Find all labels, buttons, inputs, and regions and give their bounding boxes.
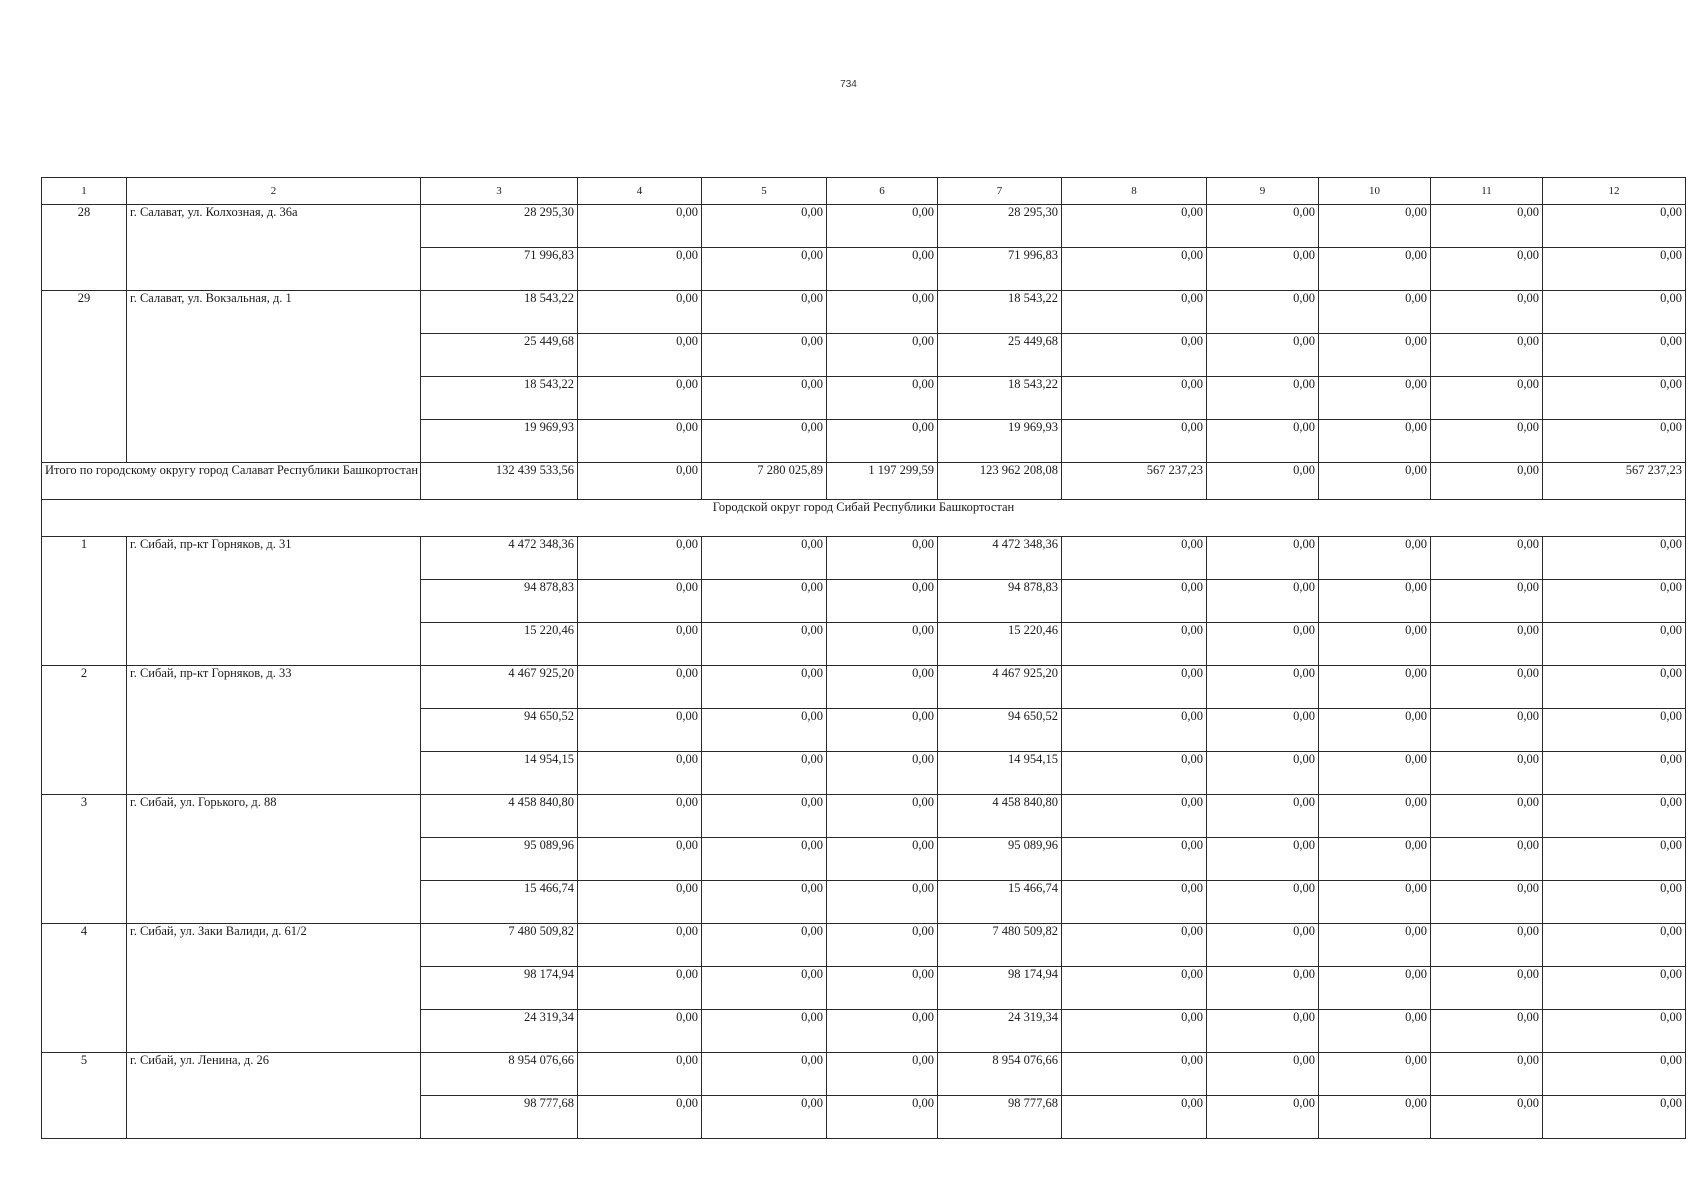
value-cell: 0,00 (1431, 1010, 1543, 1053)
table-row (42, 1010, 1686, 1053)
value-cell: 24 319,34 (421, 1010, 578, 1053)
value-cell: 0,00 (578, 967, 702, 1010)
value-cell: 0,00 (1062, 1010, 1207, 1053)
value-cell: 0,00 (702, 967, 827, 1010)
table-row (42, 1053, 1686, 1096)
value-cell: 0,00 (1431, 334, 1543, 377)
value-cell: 0,00 (1062, 709, 1207, 752)
table-row (42, 537, 1686, 580)
value-cell: 0,00 (702, 752, 827, 795)
address-cell (127, 1010, 421, 1053)
value-cell: 0,00 (578, 580, 702, 623)
address-cell: г. Салават, ул. Колхозная, д. 36а (127, 205, 421, 248)
value-cell: 0,00 (827, 752, 938, 795)
address-cell (127, 580, 421, 623)
value-cell: 0,00 (1319, 838, 1431, 881)
value-cell: 0,00 (702, 795, 827, 838)
value-cell: 0,00 (1207, 752, 1319, 795)
total-value-cell: 0,00 (1207, 463, 1319, 500)
value-cell: 94 878,83 (938, 580, 1062, 623)
value-cell: 0,00 (1431, 795, 1543, 838)
value-cell: 0,00 (578, 291, 702, 334)
value-cell: 0,00 (1431, 291, 1543, 334)
value-cell: 0,00 (827, 924, 938, 967)
value-cell: 0,00 (1431, 666, 1543, 709)
value-cell: 0,00 (827, 1010, 938, 1053)
table-row (42, 420, 1686, 463)
value-cell: 0,00 (1543, 666, 1686, 709)
value-cell: 0,00 (1543, 838, 1686, 881)
value-cell: 0,00 (1207, 666, 1319, 709)
value-cell: 0,00 (827, 537, 938, 580)
value-cell: 0,00 (1543, 1010, 1686, 1053)
address-cell: г. Сибай, ул. Горького, д. 88 (127, 795, 421, 838)
value-cell: 0,00 (1319, 623, 1431, 666)
value-cell: 0,00 (827, 420, 938, 463)
table-row (42, 881, 1686, 924)
value-cell: 0,00 (578, 334, 702, 377)
value-cell: 0,00 (1319, 752, 1431, 795)
row-number (42, 881, 127, 924)
value-cell: 4 458 840,80 (421, 795, 578, 838)
value-cell: 0,00 (578, 377, 702, 420)
section-title: Городской округ город Сибай Республики Башкортостан (42, 500, 1686, 537)
table-body (42, 178, 1686, 1139)
value-cell: 0,00 (578, 881, 702, 924)
row-number (42, 709, 127, 752)
value-cell: 0,00 (702, 205, 827, 248)
address-cell (127, 623, 421, 666)
value-cell: 0,00 (702, 580, 827, 623)
value-cell: 0,00 (1319, 248, 1431, 291)
value-cell: 0,00 (1319, 709, 1431, 752)
value-cell: 0,00 (1319, 537, 1431, 580)
value-cell: 94 650,52 (938, 709, 1062, 752)
value-cell: 0,00 (1319, 291, 1431, 334)
value-cell: 0,00 (1543, 752, 1686, 795)
address-cell: г. Сибай, ул. Заки Валиди, д. 61/2 (127, 924, 421, 967)
value-cell: 0,00 (578, 709, 702, 752)
value-cell: 0,00 (827, 291, 938, 334)
value-cell: 71 996,83 (938, 248, 1062, 291)
value-cell: 0,00 (1207, 1096, 1319, 1139)
value-cell: 0,00 (1431, 881, 1543, 924)
value-cell: 0,00 (1062, 1053, 1207, 1096)
value-cell: 7 480 509,82 (938, 924, 1062, 967)
total-value-cell: 132 439 533,56 (421, 463, 578, 500)
value-cell: 0,00 (1431, 709, 1543, 752)
value-cell: 8 954 076,66 (421, 1053, 578, 1096)
total-value-cell: 0,00 (578, 463, 702, 500)
row-number (42, 1096, 127, 1139)
address-cell (127, 420, 421, 463)
value-cell: 0,00 (1543, 420, 1686, 463)
row-number (42, 334, 127, 377)
value-cell: 0,00 (1062, 752, 1207, 795)
value-cell: 0,00 (702, 881, 827, 924)
value-cell: 0,00 (578, 623, 702, 666)
value-cell: 0,00 (1319, 881, 1431, 924)
value-cell: 19 969,93 (421, 420, 578, 463)
value-cell: 0,00 (1062, 623, 1207, 666)
value-cell: 0,00 (1319, 967, 1431, 1010)
value-cell: 0,00 (1431, 420, 1543, 463)
row-number (42, 377, 127, 420)
value-cell: 14 954,15 (421, 752, 578, 795)
value-cell: 0,00 (578, 795, 702, 838)
value-cell: 0,00 (1062, 881, 1207, 924)
value-cell: 0,00 (1543, 967, 1686, 1010)
address-cell (127, 838, 421, 881)
value-cell: 15 466,74 (421, 881, 578, 924)
table-row (42, 580, 1686, 623)
value-cell: 0,00 (1543, 795, 1686, 838)
address-cell: г. Сибай, ул. Ленина, д. 26 (127, 1053, 421, 1096)
value-cell: 0,00 (1062, 420, 1207, 463)
value-cell: 0,00 (1207, 580, 1319, 623)
value-cell: 15 220,46 (421, 623, 578, 666)
value-cell: 0,00 (827, 666, 938, 709)
column-header: 9 (1207, 178, 1319, 205)
table-row (42, 291, 1686, 334)
value-cell: 0,00 (1207, 291, 1319, 334)
value-cell: 0,00 (1319, 666, 1431, 709)
value-cell: 0,00 (702, 709, 827, 752)
value-cell: 0,00 (1207, 248, 1319, 291)
value-cell: 98 777,68 (938, 1096, 1062, 1139)
value-cell: 0,00 (1431, 537, 1543, 580)
value-cell: 0,00 (1207, 1010, 1319, 1053)
value-cell: 0,00 (1431, 967, 1543, 1010)
table-row (42, 709, 1686, 752)
value-cell: 0,00 (1431, 377, 1543, 420)
value-cell: 0,00 (1207, 420, 1319, 463)
row-number (42, 623, 127, 666)
value-cell: 0,00 (702, 537, 827, 580)
value-cell: 0,00 (1319, 580, 1431, 623)
value-cell: 0,00 (578, 1053, 702, 1096)
value-cell: 18 543,22 (421, 377, 578, 420)
value-cell: 0,00 (702, 248, 827, 291)
value-cell: 0,00 (1431, 580, 1543, 623)
value-cell: 0,00 (578, 924, 702, 967)
value-cell: 4 467 925,20 (421, 666, 578, 709)
value-cell: 0,00 (1431, 248, 1543, 291)
total-value-cell: 0,00 (1319, 463, 1431, 500)
value-cell: 0,00 (1543, 377, 1686, 420)
column-header: 11 (1431, 178, 1543, 205)
value-cell: 0,00 (578, 1096, 702, 1139)
table-row (42, 334, 1686, 377)
value-cell: 0,00 (1062, 838, 1207, 881)
row-number: 4 (42, 924, 127, 967)
value-cell: 0,00 (827, 580, 938, 623)
column-header: 2 (127, 178, 421, 205)
value-cell: 28 295,30 (421, 205, 578, 248)
total-value-cell: 1 197 299,59 (827, 463, 938, 500)
value-cell: 15 220,46 (938, 623, 1062, 666)
value-cell: 0,00 (1319, 1010, 1431, 1053)
value-cell: 0,00 (1543, 881, 1686, 924)
value-cell: 4 472 348,36 (938, 537, 1062, 580)
table-row (42, 377, 1686, 420)
value-cell: 98 174,94 (938, 967, 1062, 1010)
value-cell: 0,00 (1543, 334, 1686, 377)
value-cell: 25 449,68 (421, 334, 578, 377)
column-header: 6 (827, 178, 938, 205)
value-cell: 0,00 (1207, 709, 1319, 752)
column-number-row (42, 178, 1686, 205)
value-cell: 0,00 (702, 1096, 827, 1139)
address-cell: г. Сибай, пр-кт Горняков, д. 33 (127, 666, 421, 709)
value-cell: 25 449,68 (938, 334, 1062, 377)
column-header: 1 (42, 178, 127, 205)
value-cell: 98 174,94 (421, 967, 578, 1010)
row-number: 2 (42, 666, 127, 709)
table-row (42, 666, 1686, 709)
table-row (42, 924, 1686, 967)
value-cell: 0,00 (1319, 205, 1431, 248)
value-cell: 0,00 (1207, 881, 1319, 924)
value-cell: 0,00 (1062, 1096, 1207, 1139)
column-header: 4 (578, 178, 702, 205)
value-cell: 0,00 (1543, 1053, 1686, 1096)
value-cell: 0,00 (1431, 1096, 1543, 1139)
value-cell: 0,00 (1062, 967, 1207, 1010)
value-cell: 0,00 (827, 881, 938, 924)
total-row (42, 463, 1686, 500)
table-row (42, 1096, 1686, 1139)
value-cell: 0,00 (827, 377, 938, 420)
value-cell: 19 969,93 (938, 420, 1062, 463)
total-value-cell: 7 280 025,89 (702, 463, 827, 500)
value-cell: 0,00 (1207, 924, 1319, 967)
value-cell: 0,00 (1207, 334, 1319, 377)
value-cell: 0,00 (827, 1053, 938, 1096)
value-cell: 0,00 (1207, 967, 1319, 1010)
column-header: 3 (421, 178, 578, 205)
address-cell (127, 377, 421, 420)
total-value-cell: 567 237,23 (1062, 463, 1207, 500)
value-cell: 0,00 (1543, 248, 1686, 291)
value-cell: 0,00 (1207, 838, 1319, 881)
value-cell: 0,00 (827, 1096, 938, 1139)
value-cell: 0,00 (827, 623, 938, 666)
address-cell: г. Сибай, пр-кт Горняков, д. 31 (127, 537, 421, 580)
value-cell: 0,00 (1062, 291, 1207, 334)
value-cell: 18 543,22 (421, 291, 578, 334)
value-cell: 18 543,22 (938, 377, 1062, 420)
value-cell: 0,00 (702, 666, 827, 709)
value-cell: 0,00 (1431, 752, 1543, 795)
value-cell: 98 777,68 (421, 1096, 578, 1139)
row-number (42, 580, 127, 623)
total-value-cell: 567 237,23 (1543, 463, 1686, 500)
value-cell: 0,00 (1062, 666, 1207, 709)
value-cell: 0,00 (1207, 205, 1319, 248)
row-number (42, 967, 127, 1010)
page-number: 734 (840, 79, 857, 90)
address-cell (127, 334, 421, 377)
value-cell: 0,00 (1062, 795, 1207, 838)
value-cell: 0,00 (1062, 924, 1207, 967)
value-cell: 94 878,83 (421, 580, 578, 623)
value-cell: 0,00 (1319, 334, 1431, 377)
value-cell: 0,00 (578, 248, 702, 291)
value-cell: 0,00 (1543, 291, 1686, 334)
address-cell (127, 881, 421, 924)
value-cell: 0,00 (827, 205, 938, 248)
column-header: 10 (1319, 178, 1431, 205)
value-cell: 0,00 (702, 623, 827, 666)
value-cell: 0,00 (578, 420, 702, 463)
address-cell (127, 709, 421, 752)
value-cell: 0,00 (1431, 1053, 1543, 1096)
value-cell: 0,00 (1062, 537, 1207, 580)
value-cell: 0,00 (1062, 248, 1207, 291)
address-cell (127, 248, 421, 291)
column-header: 7 (938, 178, 1062, 205)
value-cell: 0,00 (578, 666, 702, 709)
value-cell: 0,00 (702, 291, 827, 334)
value-cell: 0,00 (1319, 420, 1431, 463)
value-cell: 0,00 (827, 795, 938, 838)
value-cell: 0,00 (1543, 924, 1686, 967)
value-cell: 0,00 (1062, 334, 1207, 377)
row-number (42, 838, 127, 881)
row-number: 5 (42, 1053, 127, 1096)
value-cell: 0,00 (1543, 1096, 1686, 1139)
column-header: 8 (1062, 178, 1207, 205)
row-number (42, 1010, 127, 1053)
table-row (42, 752, 1686, 795)
value-cell: 0,00 (1207, 795, 1319, 838)
table-row (42, 795, 1686, 838)
value-cell: 0,00 (1319, 924, 1431, 967)
value-cell: 0,00 (827, 838, 938, 881)
value-cell: 0,00 (827, 709, 938, 752)
address-cell (127, 752, 421, 795)
value-cell: 0,00 (1319, 795, 1431, 838)
value-cell: 0,00 (1062, 580, 1207, 623)
row-number (42, 752, 127, 795)
value-cell: 7 480 509,82 (421, 924, 578, 967)
table-row (42, 623, 1686, 666)
value-cell: 4 458 840,80 (938, 795, 1062, 838)
value-cell: 0,00 (827, 967, 938, 1010)
row-number: 29 (42, 291, 127, 334)
column-header: 12 (1543, 178, 1686, 205)
value-cell: 15 466,74 (938, 881, 1062, 924)
value-cell: 0,00 (827, 248, 938, 291)
total-value-cell: 123 962 208,08 (938, 463, 1062, 500)
value-cell: 71 996,83 (421, 248, 578, 291)
value-cell: 0,00 (702, 838, 827, 881)
value-cell: 0,00 (1319, 1053, 1431, 1096)
value-cell: 0,00 (1319, 377, 1431, 420)
value-cell: 0,00 (578, 205, 702, 248)
table-row (42, 248, 1686, 291)
value-cell: 0,00 (578, 537, 702, 580)
value-cell: 18 543,22 (938, 291, 1062, 334)
value-cell: 8 954 076,66 (938, 1053, 1062, 1096)
value-cell: 0,00 (1207, 623, 1319, 666)
table-row (42, 205, 1686, 248)
value-cell: 4 472 348,36 (421, 537, 578, 580)
total-value-cell: 0,00 (1431, 463, 1543, 500)
column-header: 5 (702, 178, 827, 205)
value-cell: 0,00 (1062, 205, 1207, 248)
value-cell: 0,00 (1543, 205, 1686, 248)
value-cell: 28 295,30 (938, 205, 1062, 248)
value-cell: 0,00 (578, 752, 702, 795)
address-cell: г. Салават, ул. Вокзальная, д. 1 (127, 291, 421, 334)
value-cell: 0,00 (1431, 623, 1543, 666)
row-number (42, 248, 127, 291)
value-cell: 0,00 (1543, 709, 1686, 752)
value-cell: 0,00 (1543, 537, 1686, 580)
row-number: 28 (42, 205, 127, 248)
address-cell (127, 1096, 421, 1139)
value-cell: 0,00 (702, 420, 827, 463)
value-cell: 95 089,96 (938, 838, 1062, 881)
row-number: 3 (42, 795, 127, 838)
table-row (42, 967, 1686, 1010)
value-cell: 0,00 (702, 1053, 827, 1096)
row-number: 1 (42, 537, 127, 580)
value-cell: 95 089,96 (421, 838, 578, 881)
value-cell: 24 319,34 (938, 1010, 1062, 1053)
value-cell: 0,00 (578, 838, 702, 881)
value-cell: 0,00 (702, 377, 827, 420)
section-header-row (42, 500, 1686, 537)
value-cell: 0,00 (1431, 838, 1543, 881)
value-cell: 0,00 (702, 1010, 827, 1053)
value-cell: 0,00 (578, 1010, 702, 1053)
row-number (42, 420, 127, 463)
value-cell: 4 467 925,20 (938, 666, 1062, 709)
value-cell: 0,00 (1207, 377, 1319, 420)
value-cell: 0,00 (1543, 580, 1686, 623)
total-label: Итого по городскому округу город Салават Республики Башкортостан (42, 463, 421, 500)
value-cell: 14 954,15 (938, 752, 1062, 795)
value-cell: 0,00 (827, 334, 938, 377)
value-cell: 0,00 (1207, 537, 1319, 580)
value-cell: 0,00 (702, 334, 827, 377)
table-row (42, 838, 1686, 881)
value-cell: 0,00 (1431, 924, 1543, 967)
value-cell: 0,00 (1207, 1053, 1319, 1096)
value-cell: 0,00 (1319, 1096, 1431, 1139)
value-cell: 94 650,52 (421, 709, 578, 752)
value-cell: 0,00 (1062, 377, 1207, 420)
value-cell: 0,00 (1431, 205, 1543, 248)
value-cell: 0,00 (1543, 623, 1686, 666)
address-cell (127, 967, 421, 1010)
data-table (41, 177, 1686, 1139)
value-cell: 0,00 (702, 924, 827, 967)
